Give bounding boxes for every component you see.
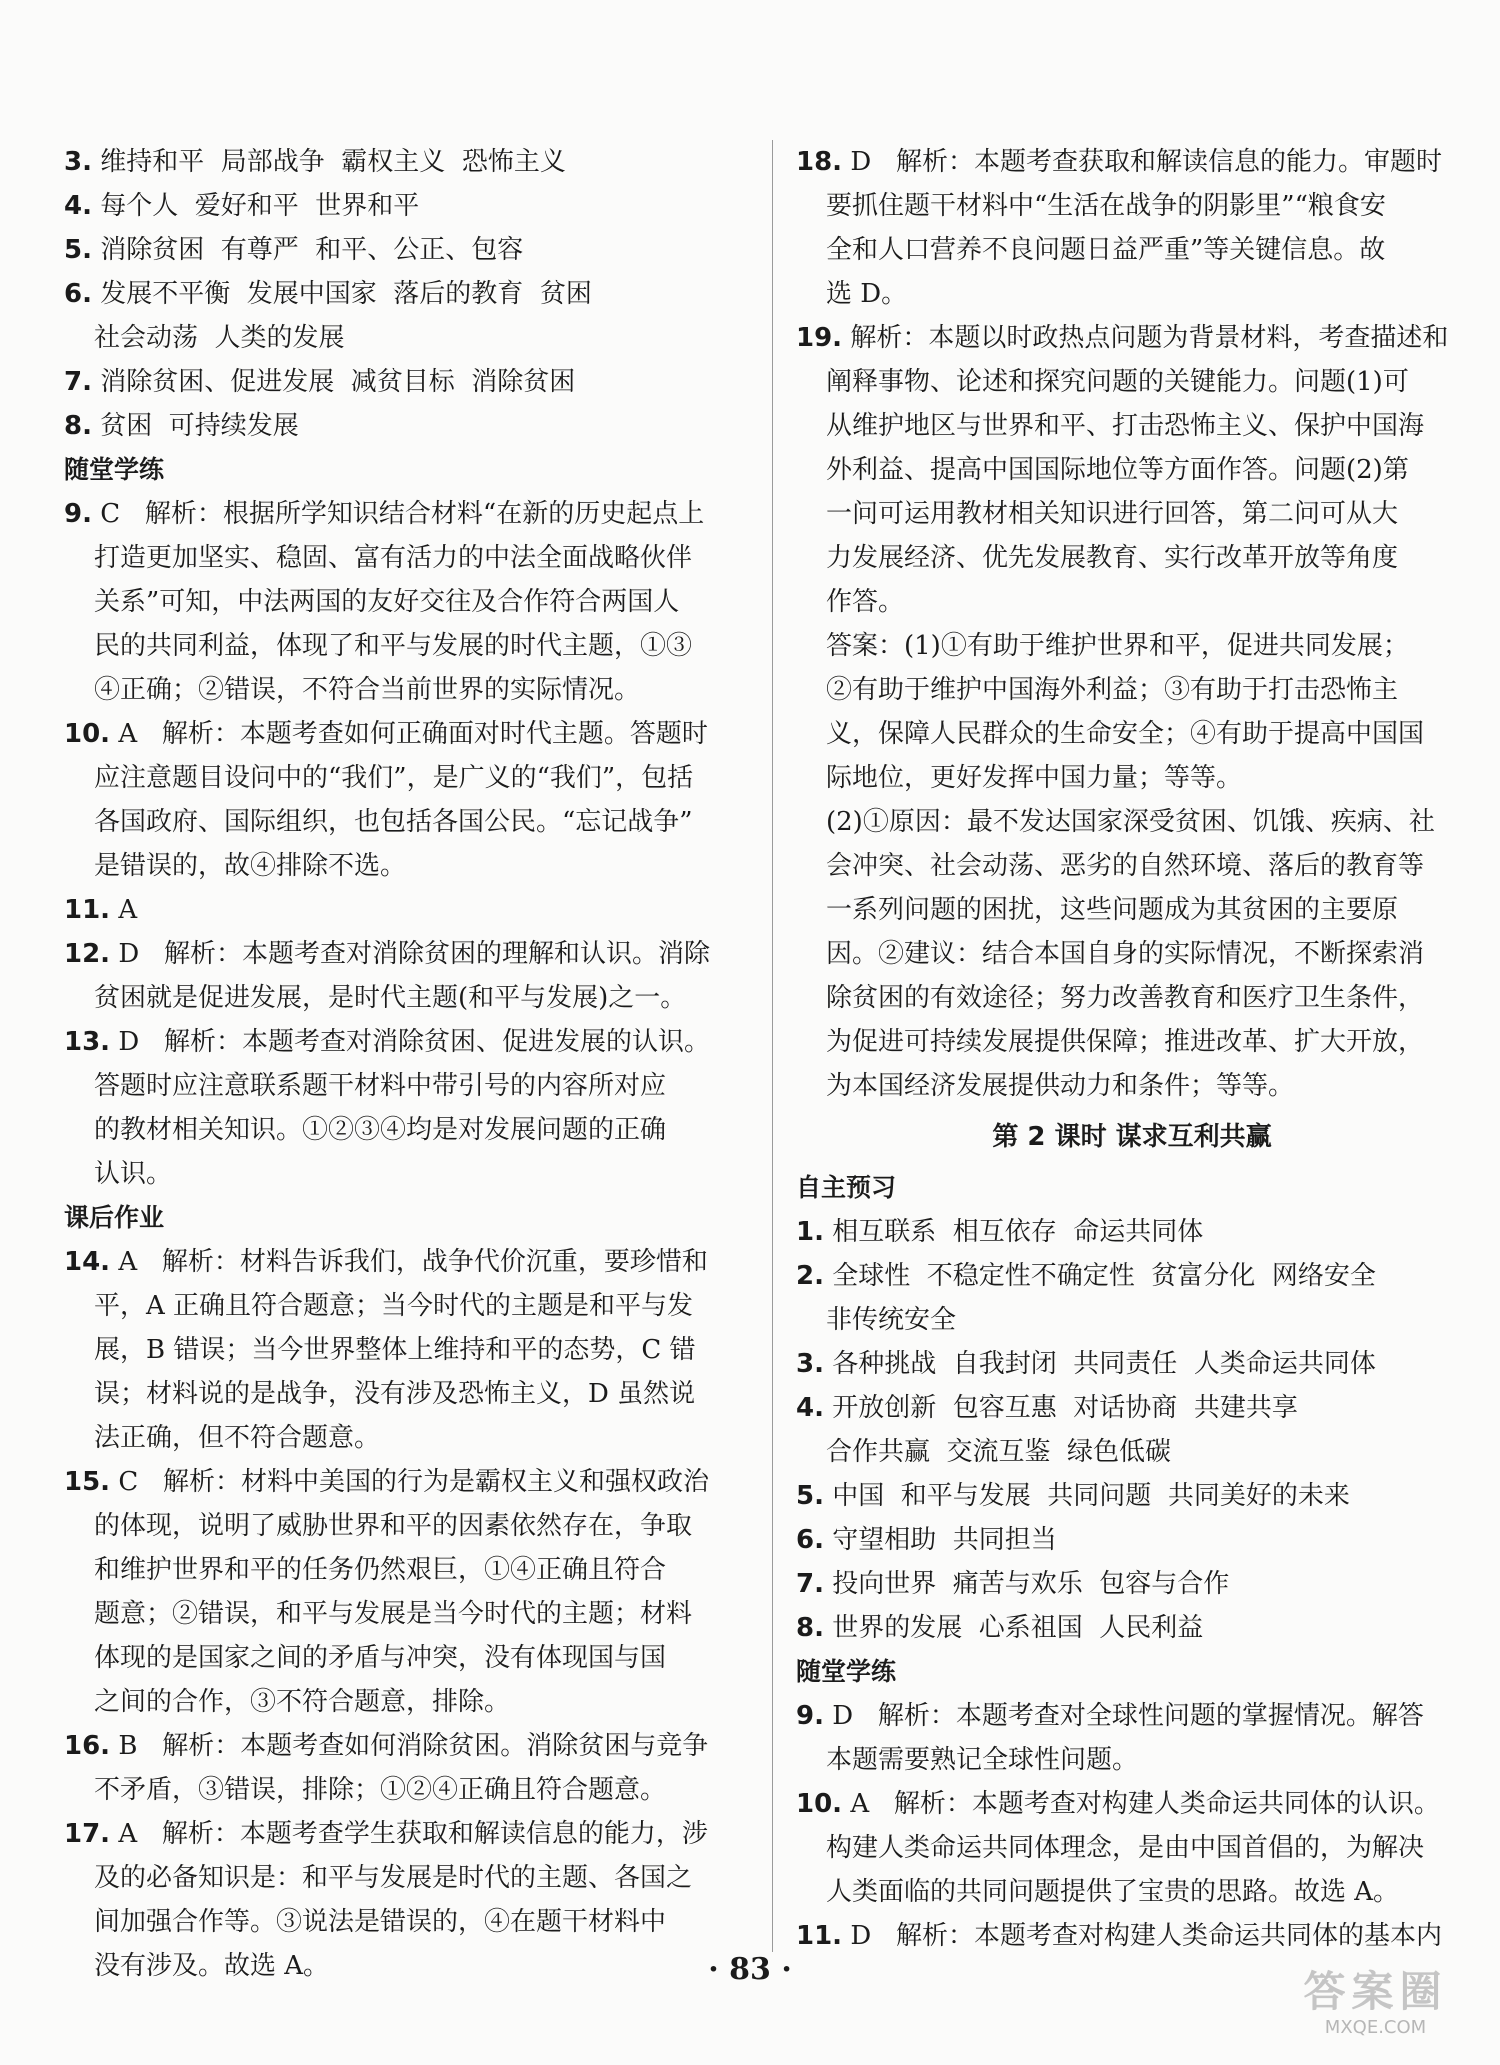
line-text: 展，B 错误；当今世界整体上维持和平的态势，C 错 [94,1335,696,1365]
line-text: 际地位，更好发挥中国力量；等等。 [826,763,1243,793]
question-number: 13. [64,1027,111,1057]
text-line [64,1548,752,1592]
text-line [796,624,1468,668]
question-number: 12. [64,939,111,969]
line-text: 除贫困的有效途径；努力改善教育和医疗卫生条件， [826,983,1425,1013]
text-line [64,1636,752,1680]
line-text: 守望相助 共同担当 [823,1525,1057,1555]
question-number: 2. [796,1261,824,1291]
text-line [796,844,1468,888]
column-divider [772,140,773,1952]
text-line [796,1064,1468,1108]
watermark-logo: 答案圈 [1303,1967,1448,2016]
line-text: ④正确；②错误，不符合当前世界的实际情况。 [94,675,641,705]
question-line [64,492,752,536]
text-line [64,624,752,668]
line-text: 的体现，说明了威胁世界和平的因素依然存在，争取 [94,1511,693,1541]
line-text: 非传统安全 [826,1305,957,1335]
line-text: D 解析：本题考查对消除贫困、促进发展的认识。 [110,1027,710,1057]
question-number: 19. [796,323,843,353]
question-line [796,1210,1468,1254]
line-text: 一问可运用教材相关知识进行回答，第二问可从大 [826,499,1399,529]
line-text: 作答。 [826,587,905,617]
line-text: A 解析：本题考查学生获取和解读信息的能力，涉 [110,1819,708,1849]
question-line [64,184,752,228]
question-number: 8. [796,1613,824,1643]
question-line [64,1240,752,1284]
line-text: 中国 和平与发展 共同问题 共同美好的未来 [823,1481,1350,1511]
watermark [1273,1967,1478,2047]
line-text: 世界的发展 心系祖国 人民利益 [823,1613,1204,1643]
text-line [796,668,1468,712]
left-column [64,140,752,1988]
text-line [796,800,1468,844]
question-number: 9. [796,1701,824,1731]
question-number: 4. [64,191,92,221]
text-line [796,448,1468,492]
line-text: 要抓住题干材料中“生活在战争的阴影里”“粮食安 [826,191,1386,221]
section-heading: 自主预习 [796,1173,897,1202]
question-number: 14. [64,1247,111,1277]
line-text: 题意；②错误，和平与发展是当今时代的主题；材料 [94,1599,693,1629]
line-text: 选 D。 [826,279,908,309]
question-number: 4. [796,1393,824,1423]
question-line [796,1386,1468,1430]
line-text: C 解析：材料中美国的行为是霸权主义和强权政治 [110,1467,710,1497]
question-number: 10. [64,719,111,749]
text-line [796,1826,1468,1870]
line-text: A 解析：材料告诉我们，战争代价沉重，要珍惜和 [110,1247,708,1277]
text-line [64,1064,752,1108]
line-text: 没有涉及。故选 A。 [94,1951,330,1981]
line-text: 外利益、提高中国国际地位等方面作答。问题(2)第 [826,455,1409,485]
watermark-url: MXQE.COM [1324,2017,1427,2038]
text-line [796,976,1468,1020]
line-text: 的教材相关知识。①②③④均是对发展问题的正确 [94,1115,667,1145]
line-text: 关系”可知，中法两国的友好交往及合作符合两国人 [94,587,680,617]
question-line [64,1724,752,1768]
line-text: 阐释事物、论述和探究问题的关键能力。问题(1)可 [826,367,1409,397]
line-text: 答案：(1)①有助于维护世界和平，促进共同发展； [826,631,1409,661]
line-text: (2)①原因：最不发达国家深受贫困、饥饿、疾病、社 [826,807,1435,837]
text-line [796,228,1468,272]
line-text: 应注意题目设问中的“我们”，是广义的“我们”，包括 [94,763,694,793]
text-line [64,1856,752,1900]
text-line [796,1020,1468,1064]
line-text: D 解析：本题考查获取和解读信息的能力。审题时 [842,147,1442,177]
line-text: 是错误的，故④排除不选。 [94,851,407,881]
text-line [796,756,1468,800]
question-line [796,1606,1468,1650]
question-line [64,272,752,316]
line-text: 间加强合作等。③说法是错误的，④在题干材料中 [94,1907,667,1937]
question-line [64,932,752,976]
line-text: 法正确，但不符合题意。 [94,1423,381,1453]
question-line [796,1254,1468,1298]
question-number: 17. [64,1819,111,1849]
question-line [796,316,1468,360]
line-text: D 解析：本题考查对构建人类命运共同体的基本内 [842,1921,1442,1951]
line-text: 开放创新 包容互惠 对话协商 共建共享 [823,1393,1298,1423]
line-text: 和维护世界和平的任务仍然艰巨，①④正确且符合 [94,1555,667,1585]
line-text: 合作共赢 交流互鉴 绿色低碳 [826,1437,1172,1467]
line-text: 全和人口营养不良问题日益严重”等关键信息。故 [826,235,1386,265]
text-line [796,712,1468,756]
line-text: 平，A 正确且符合题意；当今时代的主题是和平与发 [94,1291,694,1321]
line-text: 贫困 可持续发展 [91,411,299,441]
question-line [64,1812,752,1856]
question-number: 15. [64,1467,111,1497]
line-text: 消除贫困、促进发展 减贫目标 消除贫困 [91,367,576,397]
line-text: 各种挑战 自我封闭 共同责任 人类命运共同体 [823,1349,1376,1379]
line-text: 为本国经济发展提供动力和条件；等等。 [826,1071,1295,1101]
text-line [64,800,752,844]
line-text: 打造更加坚实、稳固、富有活力的中法全面战略伙伴 [94,543,693,573]
line-text: 发展不平衡 发展中国家 落后的教育 贫困 [91,279,592,309]
question-line [796,1474,1468,1518]
line-text: 每个人 爱好和平 世界和平 [91,191,420,221]
line-text: 投向世界 痛苦与欢乐 包容与合作 [823,1569,1230,1599]
text-line [64,1680,752,1724]
text-line [64,668,752,712]
question-line [64,888,752,932]
question-line [796,1694,1468,1738]
question-line [64,1460,752,1504]
line-text: 民的共同利益，体现了和平与发展的时代主题，①③ [94,631,693,661]
line-text: A 解析：本题考查对构建人类命运共同体的认识。 [842,1789,1440,1819]
line-text: 认识。 [94,1159,173,1189]
line-text: 构建人类命运共同体理念，是由中国首倡的，为解决 [826,1833,1425,1863]
text-line [64,1768,752,1812]
question-line [64,140,752,184]
line-text: 因。②建议：结合本国自身的实际情况，不断探索消 [826,939,1425,969]
line-text: 各国政府、国际组织，也包括各国公民。“忘记战争” [94,807,693,837]
line-text: 社会动荡 人类的发展 [94,323,345,353]
question-line [64,404,752,448]
text-line [796,1738,1468,1782]
text-line [796,360,1468,404]
line-text: 为促进可持续发展提供保障；推进改革、扩大开放， [826,1027,1425,1057]
question-number: 9. [64,499,92,529]
text-line [796,184,1468,228]
question-number: 11. [64,895,111,925]
line-text: 相互联系 相互依存 命运共同体 [823,1217,1204,1247]
line-text: 力发展经济、优先发展教育、实行改革开放等角度 [826,543,1399,573]
question-number: 7. [796,1569,824,1599]
line-text: 不矛盾，③错误，排除；①②④正确且符合题意。 [94,1775,667,1805]
line-text: 从维护地区与世界和平、打击恐怖主义、保护中国海 [826,411,1425,441]
line-text: 之间的合作，③不符合题意，排除。 [94,1687,511,1717]
line-text: 一系列问题的困扰，这些问题成为其贫困的主要原 [826,895,1399,925]
text-line [64,1592,752,1636]
line-text: B 解析：本题考查如何消除贫困。消除贫困与竞争 [110,1731,709,1761]
line-text: ②有助于维护中国海外利益；③有助于打击恐怖主 [826,675,1399,705]
question-number: 5. [796,1481,824,1511]
question-number: 5. [64,235,92,265]
line-text: D 解析：本题考查对全球性问题的掌握情况。解答 [823,1701,1424,1731]
text-line [796,580,1468,624]
text-line [64,1900,752,1944]
line-text: 体现的是国家之间的矛盾与冲突，没有体现国与国 [94,1643,667,1673]
section-heading: 随堂学练 [796,1657,897,1686]
question-number: 6. [64,279,92,309]
question-number: 1. [796,1217,824,1247]
question-number: 6. [796,1525,824,1555]
text-line [64,756,752,800]
text-line [64,844,752,888]
question-number: 16. [64,1731,111,1761]
question-number: 10. [796,1789,843,1819]
text-line [64,1152,752,1196]
lesson-title: 第 2 课时 谋求互利共赢 [992,1122,1272,1152]
question-number: 18. [796,147,843,177]
question-number: 3. [796,1349,824,1379]
text-line [796,1430,1468,1474]
text-line [796,536,1468,580]
line-text: A 解析：本题考查如何正确面对时代主题。答题时 [110,719,708,749]
section-heading: 课后作业 [64,1203,165,1232]
text-line [64,976,752,1020]
text-line [64,580,752,624]
line-text: 会冲突、社会动荡、恶劣的自然环境、落后的教育等 [826,851,1425,881]
line-text: 及的必备知识是：和平与发展是时代的主题、各国之 [94,1863,693,1893]
line-text: C 解析：根据所学知识结合材料“在新的历史起点上 [91,499,705,529]
question-line [796,140,1468,184]
page-number: · 83 · [708,1952,792,1987]
line-text: 解析：本题以时政热点问题为背景材料，考查描述和 [842,323,1449,353]
line-text: 维持和平 局部战争 霸权主义 恐怖主义 [91,147,566,177]
text-line [796,932,1468,976]
line-text: 答题时应注意联系题干材料中带引号的内容所对应 [94,1071,667,1101]
question-line [796,1562,1468,1606]
text-line [796,888,1468,932]
question-line [64,360,752,404]
text-line [796,492,1468,536]
question-line [796,1518,1468,1562]
question-line [64,1020,752,1064]
text-line [64,316,752,360]
text-line [796,272,1468,316]
text-line [796,1298,1468,1342]
text-line [64,1504,752,1548]
line-text: 本题需要熟记全球性问题。 [826,1745,1139,1775]
text-line [64,1372,752,1416]
text-line [796,404,1468,448]
question-number: 8. [64,411,92,441]
text-line [64,1108,752,1152]
line-text: 误；材料说的是战争，没有涉及恐怖主义，D 虽然说 [94,1379,696,1409]
text-line [796,1870,1468,1914]
question-line [64,228,752,272]
line-text: D 解析：本题考查对消除贫困的理解和认识。消除 [110,939,710,969]
line-text: 消除贫困 有尊严 和平、公正、包容 [91,235,524,265]
line-text: 全球性 不稳定性不确定性 贫富分化 网络安全 [823,1261,1376,1291]
question-number: 11. [796,1921,843,1951]
text-line [64,1416,752,1460]
line-text: 义，保障人民群众的生命安全；④有助于提高中国国 [826,719,1425,749]
question-number: 3. [64,147,92,177]
text-line [64,536,752,580]
question-line [796,1782,1468,1826]
section-heading: 随堂学练 [64,455,165,484]
question-line [64,712,752,756]
line-text: A [110,895,138,925]
question-line [796,1342,1468,1386]
right-column [796,140,1468,1958]
text-line [64,1328,752,1372]
text-line [64,1284,752,1328]
line-text: 贫困就是促进发展，是时代主题(和平与发展)之一。 [94,983,687,1013]
question-number: 7. [64,367,92,397]
line-text: 人类面临的共同问题提供了宝贵的思路。故选 A。 [826,1877,1400,1907]
